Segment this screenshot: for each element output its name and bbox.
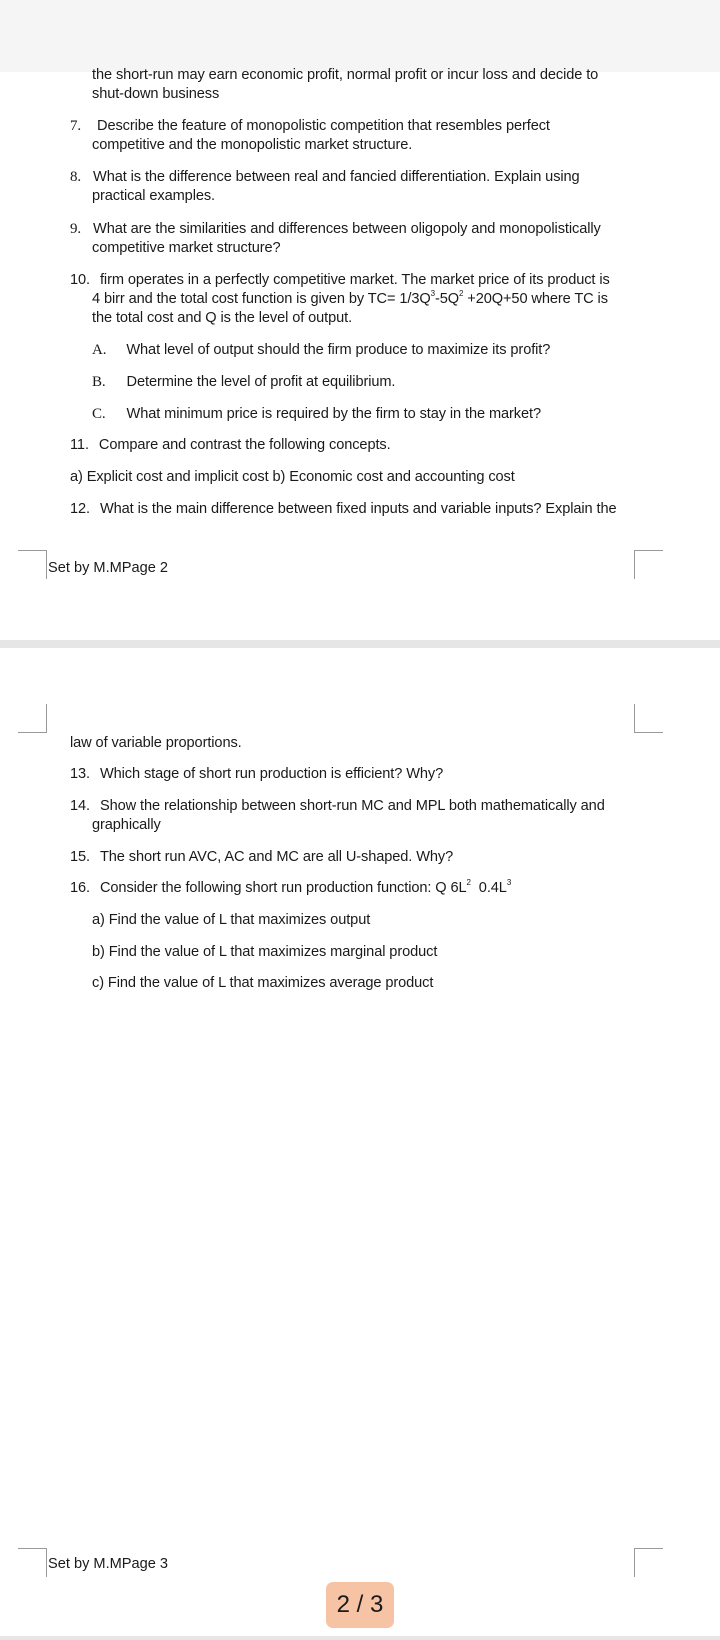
page-footer: Set by M.MPage 3 [48,1556,169,1572]
text-line: practical examples. [92,188,216,204]
text-line: graphically [92,817,161,833]
question-text: What are the similarities and differences between oligopoly and monopolistically [93,221,601,237]
page-footer: Set by M.MPage 2 [48,560,169,576]
question-11 [70,436,391,455]
question-16-part-b: b) Find the value of L that maximizes marginal product [92,944,438,960]
question-9 [70,220,601,239]
question-text: The short run AVC, AC and MC are all U-shaped. Why? [99,849,454,865]
part-label: C. [92,406,106,422]
page-separator [0,640,720,648]
question-number: 13. [70,766,90,782]
text-line: the total cost and Q is the level of output. [92,310,353,326]
question-text: Compare and contrast the following concepts. [98,437,391,453]
question-text: firm operates in a perfectly competitive market. The market price of its product is [99,272,610,288]
superscript: 3 [430,289,435,298]
part-label: A. [92,342,107,358]
superscript: 3 [506,878,512,887]
question-16 [70,879,511,898]
question-14 [70,797,605,816]
question-16-part-a: a) Find the value of L that maximizes output [92,912,371,928]
crop-mark [18,550,47,579]
question-text: Show the relationship between short-run MC and MPL both mathematically and [99,798,605,814]
text-line: shut-down business [92,86,220,102]
question-10-part-a [92,341,550,360]
formula-text: +20Q+50 where TC is [463,291,608,307]
question-text [100,880,511,896]
part-text: What level of output should the firm produce to maximize its profit? [126,342,551,358]
crop-mark [634,704,663,733]
part-text: Determine the level of profit at equilibrium. [126,374,396,390]
document-page-2 [0,67,720,640]
superscript: 2 [458,289,464,298]
crop-mark [634,1548,663,1577]
question-10-part-c [92,405,541,424]
text-line: law of variable proportions. [70,735,242,751]
question-10 [70,271,610,290]
question-number: 14. [70,798,90,814]
question-number: 9. [70,221,82,237]
crop-mark [634,550,663,579]
question-7 [70,117,550,136]
question-13 [70,765,443,784]
question-number: 7. [70,118,82,134]
question-16-part-c: c) Find the value of L that maximizes average product [92,975,434,991]
formula-text: Consider the following short run production function: Q 6L [99,880,467,896]
crop-mark [18,704,47,733]
document-page-3 [0,648,720,1638]
question-number: 16. [70,880,90,896]
formula-text: 0.4L [470,880,507,896]
question-8 [70,168,580,187]
question-text: Describe the feature of monopolistic competition that resembles perfect [97,118,550,134]
question-text: What is the main difference between fixed inputs and variable inputs? Explain the [99,501,617,517]
text-line: competitive market structure? [92,240,281,256]
viewer-top-bar [0,0,720,72]
question-number: 11. [70,437,89,453]
question-number: 12. [70,501,90,517]
page-indicator[interactable]: 2 / 3 [326,1582,394,1628]
question-10-part-b [92,373,395,392]
superscript: 2 [466,878,471,887]
question-number: 15. [70,849,90,865]
formula-text: -5Q [434,291,459,307]
part-text: What minimum price is required by the firm to stay in the market? [126,406,541,422]
question-10-formula-line [92,290,608,309]
formula-text: 4 birr and the total cost function is given by TC= 1/3Q [92,291,431,307]
question-text: What is the difference between real and fancied differentiation. Explain using [93,169,580,185]
text-line: competitive and the monopolistic market structure. [92,137,413,153]
question-text: Which stage of short run production is efficient? Why? [99,766,444,782]
question-15 [70,848,453,867]
viewer-bottom-edge [0,1636,720,1640]
crop-mark [18,1548,47,1577]
text-line: a) Explicit cost and implicit cost b) Economic cost and accounting cost [70,469,515,485]
question-number: 8. [70,169,82,185]
text-line: the short-run may earn economic profit, normal profit or incur loss and decide to [92,67,599,83]
question-number: 10. [70,272,90,288]
part-label: B. [92,374,106,390]
question-12 [70,500,616,519]
